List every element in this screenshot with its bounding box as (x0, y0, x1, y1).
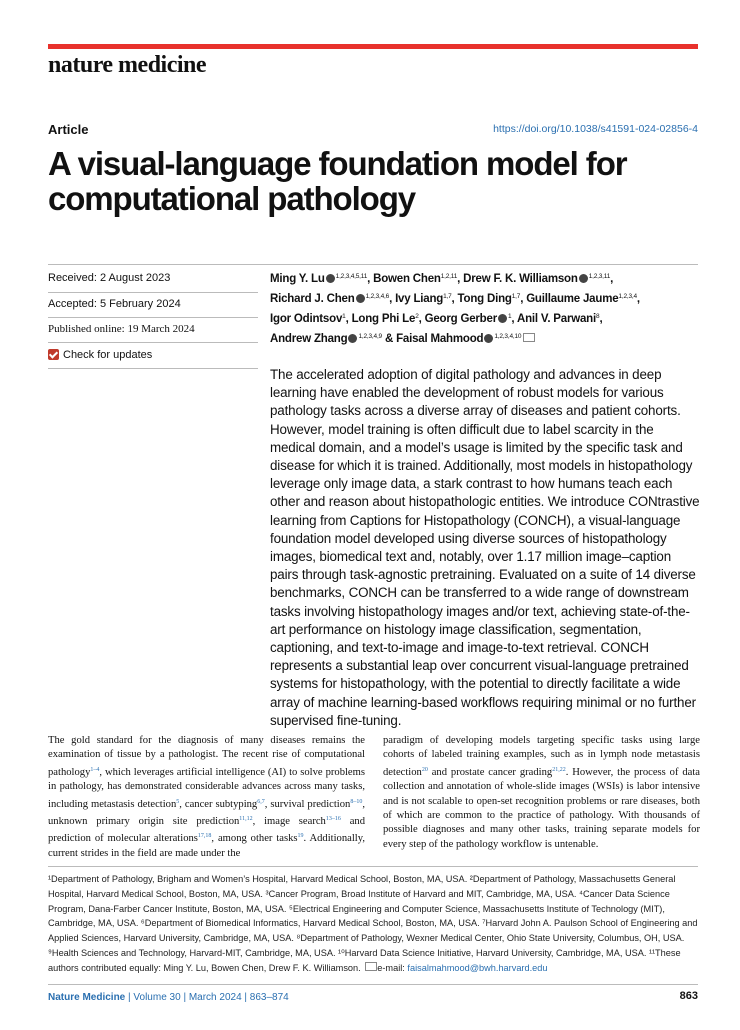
citation-ref[interactable]: 13–16 (325, 816, 341, 823)
citation-ref[interactable]: 20 (421, 766, 428, 773)
author-name: Bowen Chen (373, 273, 441, 285)
body-text: and prostate cancer grading (427, 766, 553, 778)
citation-ref[interactable]: 8–10 (350, 798, 363, 805)
orcid-icon[interactable] (484, 334, 493, 343)
check-updates-label: Check for updates (63, 349, 153, 361)
author-line: Igor Odintsov$^1$, Long Phi Le$^2$, Georg Gerber $^1$, Anil V. Parwani$^8$, (270, 313, 603, 325)
body-text: , unknown primary origin site prediction (48, 798, 365, 828)
author-line: Ming Y. Lu $^{1,2,3,4,5,11}$, Bowen Chen$^{1,2,11}$, Drew F. K. Williamson $^{1,2,3,11}$, (270, 273, 614, 285)
author-name: Tong Ding (457, 293, 512, 305)
author-affiliation: 1,2,3,4,10 (494, 333, 522, 340)
author-name: Ivy Liang (395, 293, 444, 305)
author-affiliation: 1,2,3,4 (618, 293, 637, 300)
author-list (270, 268, 700, 348)
body-text: and prediction of molecular alterations (48, 816, 365, 845)
author-affiliation: 1,2,11 (440, 273, 458, 280)
author-line: Richard J. Chen $^{1,2,3,4,6}$, Ivy Liang$^{1,7}$, Tong Ding$^{1,7}$, Guillaume Jaume$^{1,2,3,4}$, (270, 293, 640, 305)
author-line (270, 328, 700, 348)
mail-icon (365, 962, 377, 971)
citation-ref[interactable]: 6,7 (257, 798, 265, 805)
author-connector: & (381, 333, 397, 345)
author-name: Andrew Zhang (270, 333, 348, 345)
author-affiliation: 2 (415, 313, 419, 320)
body-text: , survival prediction (264, 798, 351, 810)
email-link[interactable]: faisalmahmood@bwh.harvard.edu (407, 962, 548, 973)
corresponding-mail-icon[interactable] (523, 333, 535, 342)
check-updates-link[interactable] (48, 349, 152, 361)
citation-ref[interactable]: 5 (176, 798, 180, 805)
citation-ref[interactable]: 17,18 (197, 833, 212, 840)
divider (48, 984, 698, 985)
divider (48, 368, 258, 369)
body-column-right (383, 734, 700, 852)
author-name: Long Phi Le (351, 313, 416, 325)
author-affiliation: 1,2,3,4,6 (365, 293, 390, 300)
body-text: , among other tasks (211, 833, 298, 845)
article-type: Article (48, 122, 89, 137)
author-affiliation: 1 (507, 313, 512, 320)
body-text: , cancer subtyping (179, 798, 258, 810)
orcid-icon[interactable] (579, 274, 588, 283)
author-name: Anil V. Parwani (516, 313, 597, 325)
author-affiliation: 1,2,3,11 (588, 273, 611, 280)
page-number: 863 (679, 990, 698, 1002)
divider (48, 866, 698, 867)
doi-link[interactable]: https://doi.org/10.1038/s41591-024-02856-4 (493, 123, 698, 135)
divider (48, 292, 258, 293)
author-name: Faisal Mahmood (396, 333, 484, 345)
footer-journal: Nature Medicine (48, 992, 126, 1003)
author-name: Richard J. Chen (270, 293, 355, 305)
email-label: e-mail: (377, 962, 405, 973)
orcid-icon[interactable] (356, 294, 365, 303)
citation-ref[interactable]: 1–4 (90, 766, 100, 773)
article-title: A visual-language foundation model for computational pathology (48, 145, 627, 217)
header-accent-bar (48, 44, 698, 49)
author-affiliation: 8 (596, 313, 600, 320)
author-name: Igor Odintsov (270, 313, 343, 325)
divider (48, 264, 698, 265)
abstract: The accelerated adoption of digital pathology and advances in deep learning have enabled the development of robust models for various pathology tasks across a diverse array of diseases and patient cohorts. However, model training is often difficult due to label scarcity in the medical domain, and a model’s usage is limited by the specific task and disease for which it is trained. Additionally, most models in histopathology leverage only image data, a stark contrast to how humans teach each other and reason about histopathologic entities. We introduce CONtrastive learning from Captions for Histopathology (CONCH), a visual-language foundation model developed using diverse sources of histopathology images, biomedical text and, notably, over 1.17 million image–caption pairs through task-agnostic pretraining. Evaluated on a suite of 14 diverse benchmarks, CONCH can be transferred to a wide range of downstream tasks involving histopathology images and/or text, achieving state-of-the-art performance on histology image classification, segmentation, captioning, and text-to-image and image-to-text retrieval. CONCH represents a substantial leap over concurrent visual-language pretrained systems for histopathology, with the potential to directly facilitate a wide array of machine learning-based workflows requiring minimal or no further supervised fine-tuning. (270, 367, 700, 728)
affiliations-text: ¹Department of Pathology, Brigham and Women’s Hospital, Harvard Medical School, Boston, MA, USA. ²Department of Pathology, Massachusetts General Hospital, Harvard Medical School, Boston, MA, USA. ³Cancer Program, Broad Institute of Harvard and MIT, Cambridge, MA, USA. ⁴Cancer Data Science Program, Dana-Farber Cancer Institute, Boston, MA, USA. ⁵Electrical Engineering and Computer Science, Massachusetts Institute of Technology (MIT), Cambridge, MA, USA. ⁶Department of Biomedical Informatics, Harvard Medical School, Boston, MA, USA. ⁷Harvard John A. Paulson School of Engineering and Applied Sciences, Harvard University, Cambridge, MA, USA. ⁸Department of Pathology, Wexner Medical Center, Ohio State University, Columbus, OH, USA. ⁹Health Sciences and Technology, Harvard-MIT, Cambridge, MA, USA. ¹⁰Harvard Data Science Initiative, Harvard University, Cambridge, MA, USA. ¹¹These authors contributed equally: Ming Y. Lu, Bowen Chen, Drew F. K. Williamson. (48, 874, 698, 973)
orcid-icon[interactable] (348, 334, 357, 343)
body-text: The gold standard for the diagnosis of many diseases remains the examination of tissue by a pathologist. The recent rise of computational pathology (48, 735, 365, 778)
journal-name: nature medicine (48, 52, 207, 78)
accepted-date: Accepted: 5 February 2024 (48, 298, 181, 310)
author-name: Drew F. K. Williamson (463, 273, 578, 285)
body-text: , which leverages artificial intelligence (AI) to solve problems in pathology, has demonstrated considerable advances across many tasks, including metastasis detection (48, 766, 365, 810)
divider (48, 342, 258, 343)
body-text: . However, the process of data collection and annotation of whole-slide images (WSIs) is labor intensive and is not scalable to open-set recognition problems or rare diseases, both of which are common to the practice of pathology. With thousands of possible diagnoses and many other tasks, training separate models for every step of the pathology workflow is untenable. (383, 766, 701, 850)
body-text: . Additionally, current strides in the field are made under the (48, 833, 365, 859)
citation-ref[interactable]: 11,12 (239, 816, 253, 823)
orcid-icon[interactable] (498, 314, 507, 323)
body-text: paradigm of developing models targeting specific tasks using large cohorts of labeled training examples, such as in lymph node metastasis detection (383, 735, 700, 778)
author-affiliation: 1,7 (511, 293, 521, 300)
published-date: Published online: 19 March 2024 (48, 323, 195, 335)
author-affiliation: 1,2,3,4,5,11 (335, 273, 368, 280)
body-column-left (48, 734, 365, 861)
affiliations (48, 872, 703, 976)
author-affiliation: 1,2,3,4,9 (358, 333, 382, 340)
author-name: Ming Y. Lu (270, 273, 325, 285)
footer-issue: | Volume 30 | March 2024 | 863–874 (128, 992, 289, 1003)
author-affiliation: 1 (342, 313, 346, 320)
check-updates-icon (48, 349, 59, 360)
citation-ref[interactable]: 19 (297, 833, 304, 840)
citation-ref[interactable]: 21,22 (552, 766, 566, 773)
author-affiliation: 1,7 (443, 293, 452, 300)
received-date: Received: 2 August 2023 (48, 272, 171, 284)
author-name: Georg Gerber (424, 313, 497, 325)
footer-citation (48, 992, 289, 1003)
divider (48, 317, 258, 318)
orcid-icon[interactable] (326, 274, 335, 283)
body-text: , image search (252, 816, 326, 828)
author-name: Guillaume Jaume (526, 293, 619, 305)
